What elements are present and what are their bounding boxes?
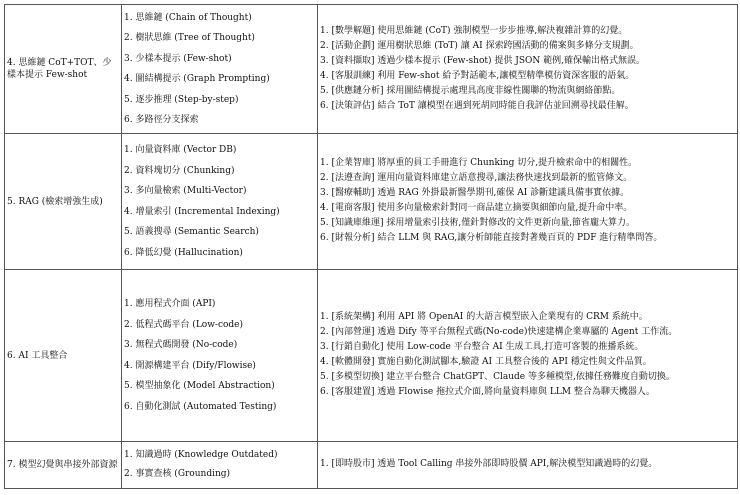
application-item: 6. [客服建置] 透過 Flowise 拖拉式介面,將向量資料庫與 LLM 整合為聊天機器人。 bbox=[320, 387, 655, 397]
technique-item: 3. 少樣本提示 (Few-shot) bbox=[124, 53, 232, 64]
category-cell: 7. 模型幻覺與串接外部資源 bbox=[5, 442, 122, 489]
application-list bbox=[320, 158, 735, 244]
application-item: 1. [企業智庫] 將厚重的員工手冊進行 Chunking 切分,提升檢索命中的相關性。 bbox=[320, 158, 638, 168]
application-item: 2. [內部營運] 透過 Dify 等平台無程式碼(No-code)快速建構企業專屬的 Agent 工作流。 bbox=[320, 327, 678, 337]
applications-cell bbox=[318, 270, 738, 442]
technique-item: 3. 無程式碼開發 (No-code) bbox=[124, 340, 238, 350]
technique-item: 5. 逐步推理 (Step-by-step) bbox=[124, 94, 239, 105]
application-item: 4. [軟體開發] 實施自動化測試腳本,驗證 AI 工具整合後的 API 穩定性與文件品質。 bbox=[320, 357, 652, 367]
table-row bbox=[5, 5, 738, 134]
application-item: 3. [行銷自動化] 使用 Low-code 平台整合 AI 生成工具,打造可客製的推播系統。 bbox=[320, 342, 644, 352]
technique-item: 3. 多向量檢索 (Multi-Vector) bbox=[124, 186, 247, 196]
technique-item: 1. 知識過時 (Knowledge Outdated) bbox=[124, 450, 278, 460]
technique-list bbox=[124, 140, 315, 263]
technique-item: 1. 思維鏈 (Chain of Thought) bbox=[124, 12, 252, 23]
application-item: 3. [醫療輔助] 透過 RAG 外掛最新醫學期刊,確保 AI 診斷建議具備事實依據。 bbox=[320, 188, 630, 198]
technique-item: 4. 圖結構提示 (Graph Prompting) bbox=[124, 74, 270, 84]
applications-cell bbox=[318, 442, 738, 489]
application-item: 6. [財報分析] 結合 LLM 與 RAG,讓分析師能直接對著幾百頁的 PDF 進行精準問答。 bbox=[320, 233, 663, 243]
application-item: 3. [資料擷取] 透過少樣本提示 (Few-shot) 提供 JSON 範例,確保輸出格式無誤。 bbox=[320, 55, 645, 66]
table-body bbox=[5, 5, 738, 489]
technique-item: 6. 自動化測試 (Automated Testing) bbox=[124, 401, 277, 412]
application-item: 1. [即時股市] 透過 Tool Calling 串接外部即時股價 API,解決模型知識過時的幻覺。 bbox=[320, 459, 658, 469]
application-item: 6. [決策評估] 結合 ToT 讓模型在遇到死胡同時能自我評估並回溯尋找最佳解。 bbox=[320, 100, 634, 111]
applications-cell bbox=[318, 5, 738, 134]
application-item: 1. [數學解題] 使用思維鏈 (CoT) 強制模型一步步推導,解決複雜計算的幻覺。 bbox=[320, 25, 628, 36]
technique-list bbox=[124, 8, 315, 131]
technique-item: 4. 增量索引 (Incremental Indexing) bbox=[124, 206, 280, 217]
techniques-cell bbox=[122, 442, 318, 489]
technique-list bbox=[124, 446, 315, 484]
application-item: 5. [多模型切換] 建立平台整合 ChatGPT、Claude 等多種模型,依據任務難度自動切換。 bbox=[320, 372, 675, 382]
table-row bbox=[5, 134, 738, 270]
application-item: 5. [供應鏈分析] 採用圖結構提示處理具高度非線性關聯的物流與網絡節點。 bbox=[320, 85, 621, 96]
category-cell: 5. RAG (檢索增強生成) bbox=[5, 134, 122, 270]
technique-item: 4. 開源構建平台 (Dify/Flowise) bbox=[124, 360, 256, 371]
technique-item: 5. 模型抽象化 (Model Abstraction) bbox=[124, 381, 275, 391]
techniques-cell bbox=[122, 270, 318, 442]
application-list bbox=[320, 26, 735, 112]
applications-cell bbox=[318, 134, 738, 270]
technique-item: 2. 低程式碼平台 (Low-code) bbox=[124, 319, 244, 330]
technique-list bbox=[124, 294, 315, 417]
techniques-cell bbox=[122, 5, 318, 134]
category-cell: 6. AI 工具整合 bbox=[5, 270, 122, 442]
category-cell: 4. 思維鏈 CoT+TOT、少樣本提示 Few-shot bbox=[5, 5, 122, 134]
technique-item: 6. 多路徑分支探索 bbox=[124, 115, 199, 125]
application-item: 5. [知識庫維運] 採用增量索引技術,僅針對修改的文件更新向量,節省龐大算力。 bbox=[320, 218, 636, 228]
application-item: 2. [活動企劃] 運用樹狀思維 (ToT) 讓 AI 探索跨國活動的備案與多條分支規劃。 bbox=[320, 40, 639, 51]
application-item: 2. [法遵查詢] 運用向量資料庫建立語意搜尋,讓法務快速找到最新的監管條文。 bbox=[320, 173, 633, 183]
application-list bbox=[320, 459, 735, 470]
technique-item: 2. 事實查核 (Grounding) bbox=[124, 469, 231, 479]
application-list bbox=[320, 312, 735, 398]
techniques-table bbox=[4, 4, 738, 489]
techniques-cell bbox=[122, 134, 318, 270]
technique-item: 6. 降低幻覺 (Hallucination) bbox=[124, 247, 243, 258]
application-item: 4. [客服訓練] 利用 Few-shot 給予對話範本,讓模型精準模仿資深客服的語氣。 bbox=[320, 70, 635, 81]
technique-item: 2. 資料塊切分 (Chunking) bbox=[124, 165, 235, 176]
technique-item: 5. 語義搜尋 (Semantic Search) bbox=[124, 227, 259, 237]
table-row bbox=[5, 442, 738, 489]
technique-item: 1. 應用程式介面 (API) bbox=[124, 299, 216, 309]
technique-item: 2. 樹狀思維 (Tree of Thought) bbox=[124, 33, 255, 43]
application-item: 4. [電商客服] 使用多向量檢索針對同一商品建立摘要與細節向量,提升命中率。 bbox=[320, 203, 633, 213]
application-item: 1. [系統架構] 利用 API 將 OpenAI 的大語言模型嵌入企業現有的 CRM 系統中。 bbox=[320, 312, 648, 322]
table-row bbox=[5, 270, 738, 442]
technique-item: 1. 向量資料庫 (Vector DB) bbox=[124, 145, 237, 155]
